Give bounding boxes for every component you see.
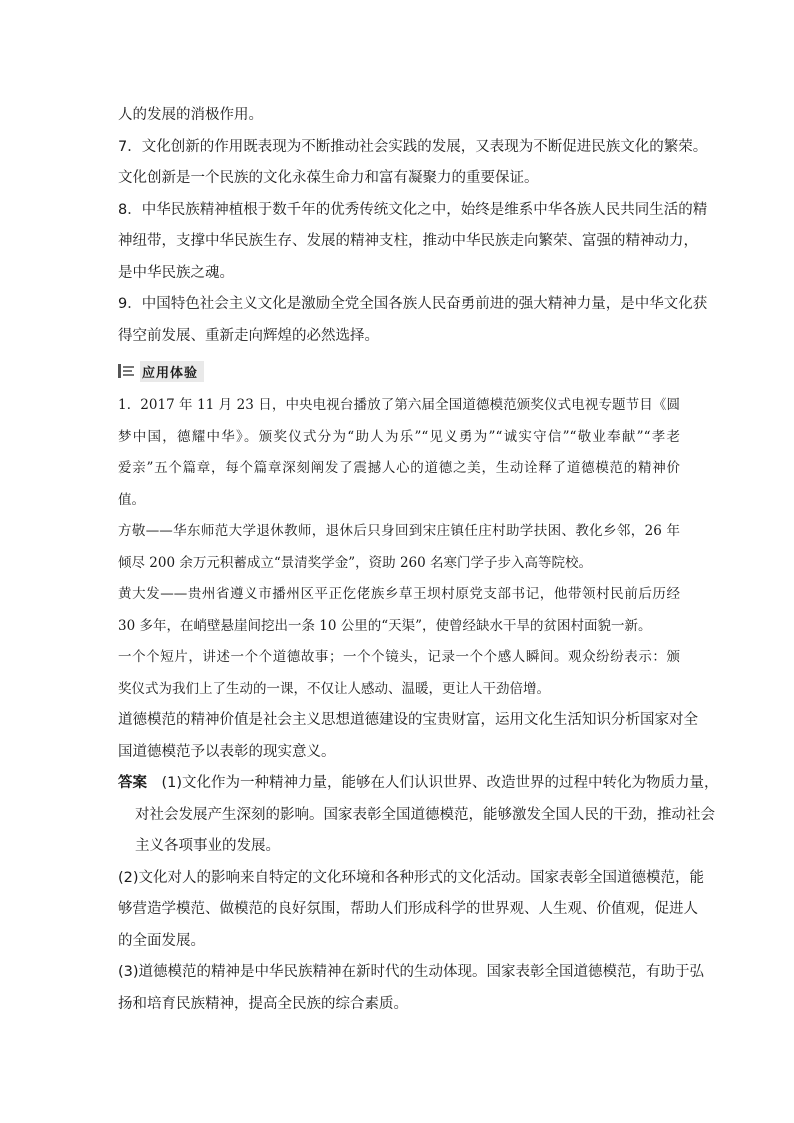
text-line: 8．中华民族精神植根于数千年的优秀传统文化之中，始终是维系中华各族人民共同生活的精 [118,201,708,218]
section-bars-icon [118,364,134,378]
text-line: 人的发展的消极作用。 [118,107,263,123]
question-line: 梦中国，德耀中华》。颁奖仪式分为“助人为乐”“见义勇为”“诚实守信”“敬业奉献”“孝老 [118,428,680,445]
answer-text: (1)文化作为一种精神力量，能够在人们认识世界、改造世界的过程中转化为物质力量， [161,775,719,791]
answer-line: 对社会发展产生深刻的影响。国家表彰全国道德模范，能够激发全国人民的干劲，推动社会 [135,806,715,823]
answer-line: (3)道德模范的精神是中华民族精神在新时代的生动体现。国家表彰全国道德模范，有助于弘 [118,964,705,980]
question-line: 黄大发——贵州省遵义市播州区平正仡佬族乡草王坝村原党支部书记，他带领村民前后历经 [118,586,680,602]
answer-line: 的全面发展。 [118,932,205,949]
question-line: 30 多年，在峭壁悬崖间挖出一条 10 公里的“天渠”，使曾经缺水干旱的贫困村面貌一新。 [118,617,652,634]
document-page [118,100,719,1020]
answer-line: 扬和培育民族精神，提高全民族的综合素质。 [118,995,408,1012]
text-line: 神纽带，支撑中华民族生存、发展的精神支柱，推动中华民族走向繁荣、富强的精神动力， [118,233,698,249]
answer-first-line [118,768,719,800]
question-prompt-line: 国道德模范予以表彰的现实意义。 [118,743,336,760]
question-line: 倾尽 200 余万元积蓄成立“景清奖学金”，资助 260 名寒门学子步入高等院校。 [118,554,593,571]
text-line: 9．中国特色社会主义文化是激励全党全国各族人民奋勇前进的强大精神力量，是中华文化获 [118,296,708,312]
question-line: 奖仪式为我们上了生动的一课，不仅让人感动、温暖，更让人干劲倍增。 [118,680,550,697]
answer-label: 答案 [118,775,147,791]
question-line: 1．2017 年 11 月 23 日，中央电视台播放了第六届全国道德模范颁奖仪式电视专题节目《圆 [118,397,680,413]
text-line: 文化创新是一个民族的文化永葆生命力和富有凝聚力的重要保证。 [118,170,539,186]
text-line: 7．文化创新的作用既表现为不断推动社会实践的发展，又表现为不断促进民族文化的繁荣。 [118,138,708,155]
question-line: 爱亲”五个篇章，每个篇章深刻阐发了震撼人心的道德之美，生动诠释了道德模范的精神价 [118,460,680,476]
answer-line: 主义各项事业的发展。 [135,838,280,854]
question-prompt-line: 道德模范的精神价值是社会主义思想道德建设的宝贵财富，运用文化生活知识分析国家对全 [118,712,698,728]
text-line: 是中华民族之魂。 [118,264,234,281]
question-line: 值。 [118,491,145,508]
answer-line: 够营造学模范、做模范的良好氛围，帮助人们形成科学的世界观、人生观、价值观，促进人 [118,901,698,917]
section-header [118,360,680,382]
answer-line: (2)文化对人的影响来自特定的文化环境和各种形式的文化活动。国家表彰全国道德模范，能 [118,869,705,886]
knowledge-points [118,100,708,352]
section-title: 应用体验 [140,361,204,382]
question-line: 方敬——华东师范大学退休教师，退休后只身回到宋庄镇任庄村助学扶困、教化乡邻，26 年 [118,523,680,539]
question-block [118,390,698,768]
text-line: 得空前发展、重新走向辉煌的必然选择。 [118,327,379,344]
question-line: 一个个短片，讲述一个个道德故事；一个个镜头，记录一个个感人瞬间。观众纷纷表示：颁 [118,649,680,665]
answer-block [118,768,719,1020]
